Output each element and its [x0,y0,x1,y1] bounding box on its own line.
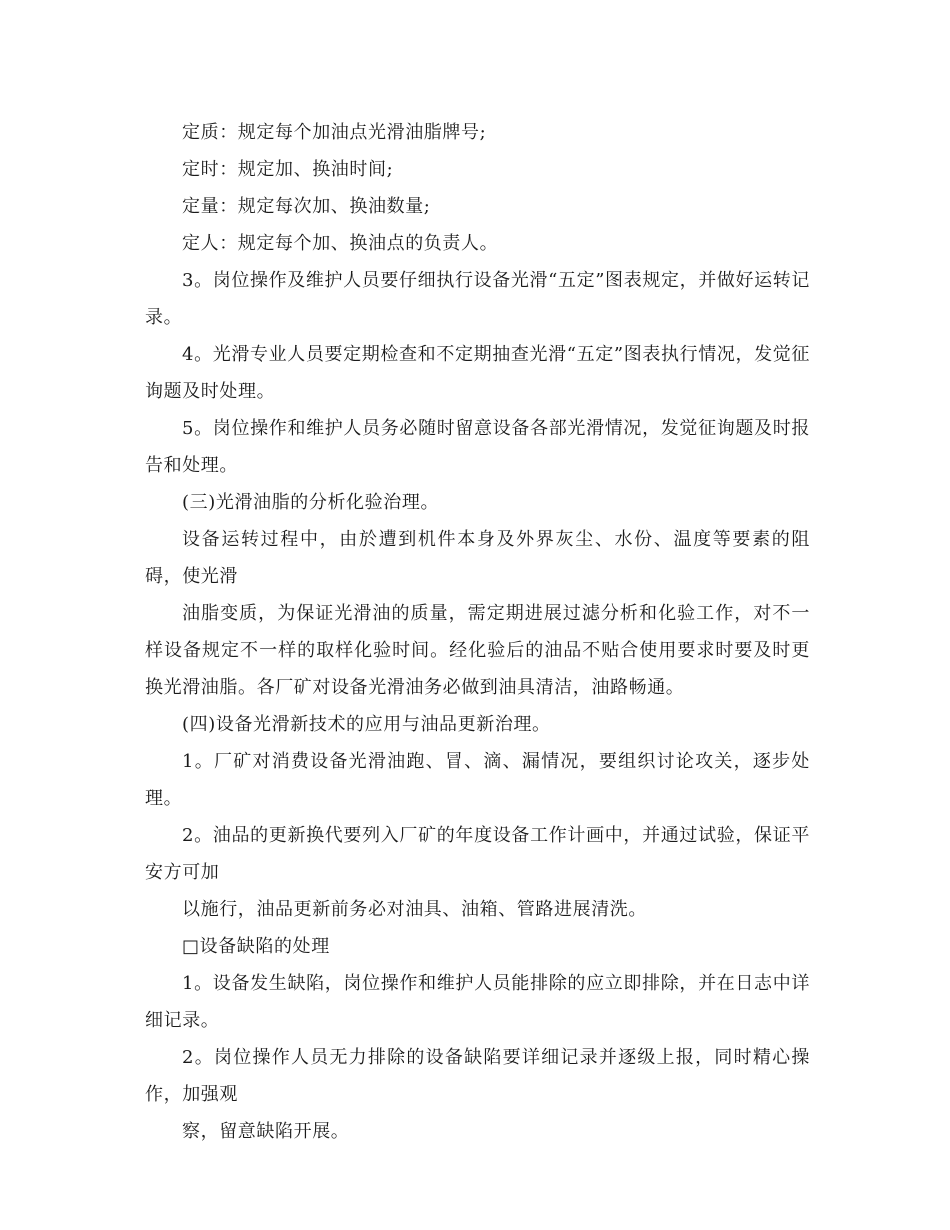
paragraph-time: 定时：规定加、换油时间; [182,159,394,180]
paragraph-item-3: 3。岗位操作及维护人员要仔细执行设备光滑“五定”图表规定，并做好运转记录。 [145,270,810,328]
paragraph-analysis-1: 设备运转过程中，由於遭到机件本身及外界灰尘、水份、温度等要素的阻碍，使光滑 [145,529,810,587]
paragraph-person: 定人：规定每个加、换油点的负责人。 [182,233,499,254]
paragraph-defect-1: 1。设备发生缺陷，岗位操作和维护人员能排除的应立即排除，并在日志中详细记录。 [145,973,810,1031]
paragraph-new-tech-2: 2。油品的更新换代要列入厂矿的年度设备工作计画中，并通过试验，保证平安方可加 [145,825,810,883]
paragraph-item-4: 4。光滑专业人员要定期检查和不定期抽查光滑“五定”图表执行情况，发觉征询题及时处理。 [145,344,810,402]
section-heading-3: (三)光滑油脂的分析化验治理。 [182,492,440,513]
paragraph-quality: 定质：规定每个加油点光滑油脂牌号; [182,122,487,143]
section-heading-defects: □设备缺陷的处理 [182,936,330,957]
paragraph-new-tech-2-cont: 以施行，油品更新前务必对油具、油箱、管路进展清洗。 [182,899,647,920]
section-heading-4: (四)设备光滑新技术的应用与油品更新治理。 [182,714,551,735]
paragraph-quantity: 定量：规定每次加、换油数量; [182,196,431,217]
document-body [145,114,810,1150]
paragraph-new-tech-1: 1。厂矿对消费设备光滑油跑、冒、滴、漏情况，要组织讨论攻关，逐步处理。 [145,751,810,809]
paragraph-analysis-2: 油脂变质，为保证光滑油的质量，需定期进展过滤分析和化验工作，对不一样设备规定不一样的取样化验时间。经化验后的油品不贴合使用要求时要及时更换光滑油脂。各厂矿对设备光滑油务必做到油具清洁，油路畅通。 [145,603,810,698]
paragraph-item-5: 5。岗位操作和维护人员务必随时留意设备各部光滑情况，发觉征询题及时报告和处理。 [145,418,810,476]
paragraph-defect-2: 2。岗位操作人员无力排除的设备缺陷要详细记录并逐级上报，同时精心操作，加强观 [145,1047,810,1105]
paragraph-defect-2-cont: 察，留意缺陷开展。 [182,1121,350,1142]
